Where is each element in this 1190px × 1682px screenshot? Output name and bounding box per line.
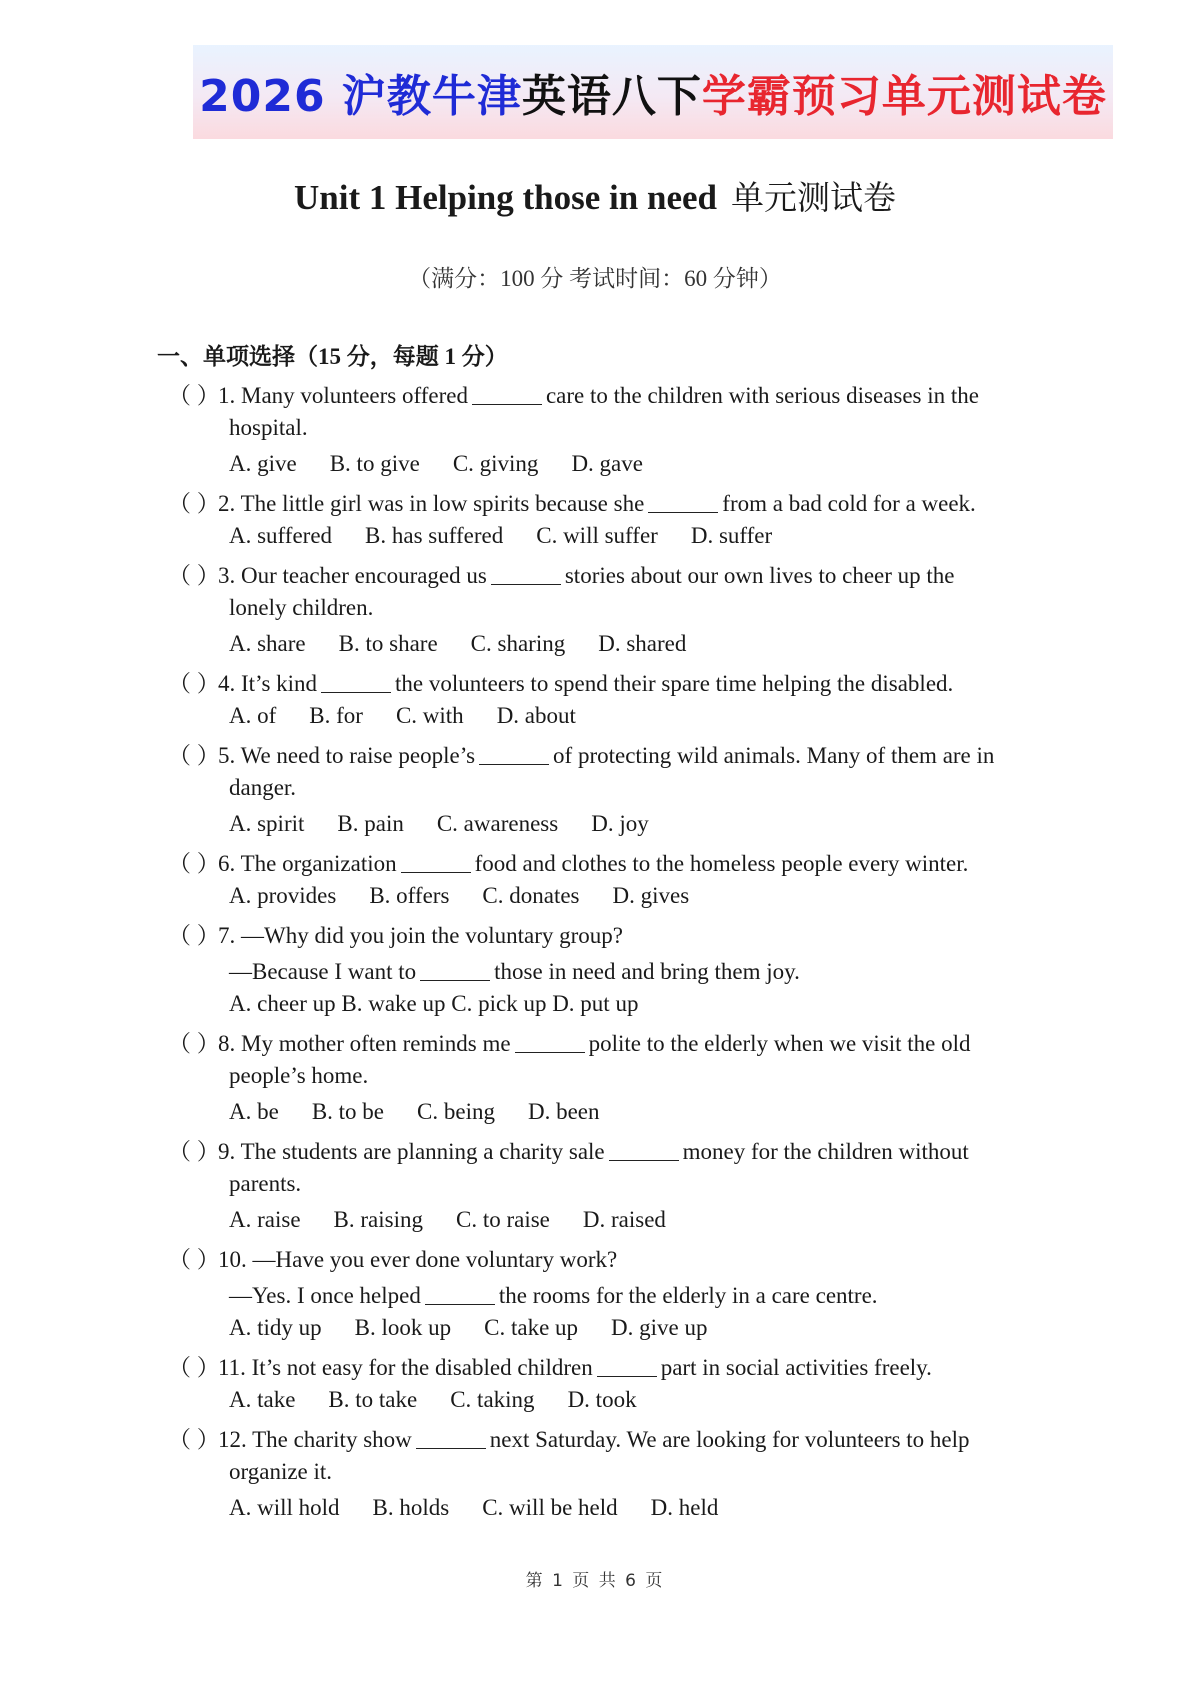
question-text: stories about our own lives to cheer up the xyxy=(564,563,955,588)
option: C. will be held xyxy=(482,1495,618,1520)
option: D. gave xyxy=(571,451,643,476)
options-7: A. cheer up B. wake up C. pick up D. put up xyxy=(229,991,639,1016)
answer-blank xyxy=(515,1029,585,1053)
question-text: 11. It’s not easy for the disabled children xyxy=(218,1355,593,1380)
answer-blank xyxy=(420,957,490,981)
question-text: of protecting wild animals. Many of them are in xyxy=(553,743,995,768)
question-continuation: people’s home. xyxy=(229,1063,369,1088)
option: D. shared xyxy=(598,631,687,656)
options-10 xyxy=(229,1315,741,1341)
option: A. give xyxy=(229,451,297,476)
banner-part-black: 英语八下 xyxy=(521,71,702,122)
answer-blank xyxy=(597,1353,657,1377)
question-3 xyxy=(168,557,1068,590)
question-text: from a bad cold for a week. xyxy=(722,491,976,516)
question-10 xyxy=(168,1241,1068,1274)
answer-blank xyxy=(425,1281,495,1305)
question-text: 5. We need to raise people’s xyxy=(218,743,476,768)
option: D. raised xyxy=(582,1207,666,1232)
options-2 xyxy=(229,523,805,549)
question-text: —Because I want to xyxy=(229,959,417,984)
answer-paren: （ ） xyxy=(168,1427,220,1452)
options-5 xyxy=(229,811,682,837)
option: D. suffer xyxy=(690,523,773,548)
page-title xyxy=(0,172,1190,219)
question-text: food and clothes to the homeless people every winter. xyxy=(474,851,969,876)
answer-blank xyxy=(491,561,561,585)
question-8 xyxy=(168,1025,1068,1058)
question-text: 2. The little girl was in low spirits because she xyxy=(218,491,645,516)
answer-blank xyxy=(609,1137,679,1161)
question-text: care to the children with serious diseases in the xyxy=(545,383,979,408)
option: C. being xyxy=(417,1099,495,1124)
option: B. for xyxy=(309,703,363,728)
option: A. will hold xyxy=(229,1495,340,1520)
question-text: 1. Many volunteers offered xyxy=(218,383,468,408)
question-text: part in social activities freely. xyxy=(660,1355,932,1380)
question-1 xyxy=(168,377,1068,410)
option: C. sharing xyxy=(470,631,566,656)
answer-blank xyxy=(648,489,718,513)
options-1 xyxy=(229,451,676,477)
option: B. look up xyxy=(354,1315,452,1340)
answer-paren: （ ） xyxy=(168,1031,220,1056)
answer-paren: （ ） xyxy=(168,851,220,876)
question-text: polite to the elderly when we visit the old xyxy=(588,1031,971,1056)
option: C. take up xyxy=(484,1315,579,1340)
answer-paren: （ ） xyxy=(168,671,220,696)
banner-part-blue: 2026 沪教牛津 xyxy=(199,71,522,122)
question-text: money for the children without xyxy=(682,1139,969,1164)
question-text: 9. The students are planning a charity sale xyxy=(218,1139,605,1164)
question-5 xyxy=(168,737,1068,770)
option: B. to be xyxy=(311,1099,385,1124)
answer-paren: （ ） xyxy=(168,1247,220,1272)
question-continuation: hospital. xyxy=(229,415,308,440)
answer-paren: （ ） xyxy=(168,491,220,516)
question-continuation: lonely children. xyxy=(229,595,374,620)
question-text: 8. My mother often reminds me xyxy=(218,1031,511,1056)
question-dialogue-line xyxy=(229,955,800,985)
option: C. with xyxy=(395,703,464,728)
question-4 xyxy=(168,665,1068,698)
option: C. giving xyxy=(452,451,539,476)
question-7 xyxy=(168,917,1068,950)
option: B. has suffered xyxy=(365,523,504,548)
answer-paren: （ ） xyxy=(168,563,220,588)
option: D. joy xyxy=(591,811,649,836)
option: C. awareness xyxy=(436,811,559,836)
question-text: 4. It’s kind xyxy=(218,671,318,696)
option: C. donates xyxy=(482,883,580,908)
question-9 xyxy=(168,1133,1068,1166)
option: A. spirit xyxy=(229,811,305,836)
options-11 xyxy=(229,1387,670,1413)
options-8 xyxy=(229,1099,633,1125)
options-9 xyxy=(229,1207,699,1233)
option: A. tidy up xyxy=(229,1315,322,1340)
question-text: 7. —Why did you join the voluntary group? xyxy=(218,923,623,948)
option: D. took xyxy=(567,1387,637,1412)
answer-paren: （ ） xyxy=(168,743,220,768)
option: A. suffered xyxy=(229,523,333,548)
question-text: 6. The organization xyxy=(218,851,397,876)
answer-paren: （ ） xyxy=(168,1355,220,1380)
option: D. give up xyxy=(611,1315,708,1340)
answer-blank xyxy=(472,381,542,405)
question-continuation: danger. xyxy=(229,775,297,800)
question-2 xyxy=(168,485,1068,518)
question-6 xyxy=(168,845,1068,878)
option: B. to give xyxy=(329,451,420,476)
option: A. take xyxy=(229,1387,296,1412)
option: A. of xyxy=(229,703,277,728)
question-text: —Yes. I once helped xyxy=(229,1283,421,1308)
option: A. provides xyxy=(229,883,337,908)
answer-paren: （ ） xyxy=(168,383,220,408)
answer-blank xyxy=(321,669,391,693)
option: C. will suffer xyxy=(536,523,658,548)
option: D. been xyxy=(527,1099,600,1124)
option: B. raising xyxy=(333,1207,423,1232)
options-4 xyxy=(229,703,609,729)
option: B. offers xyxy=(369,883,450,908)
section-heading: 一、单项选择（15 分，每题 1 分） xyxy=(157,344,508,369)
banner-part-red: 学霸预习单元测试卷 xyxy=(701,71,1107,122)
option: A. raise xyxy=(229,1207,301,1232)
header-banner xyxy=(193,45,1113,139)
options-12 xyxy=(229,1495,751,1521)
question-continuation: organize it. xyxy=(229,1459,333,1484)
option: D. gives xyxy=(612,883,690,908)
question-text: the volunteers to spend their spare time helping the disabled. xyxy=(395,671,954,696)
options-6 xyxy=(229,883,722,909)
answer-paren: （ ） xyxy=(168,1139,220,1164)
answer-blank xyxy=(479,741,549,765)
question-text: next Saturday. We are looking for volunteers to help xyxy=(489,1427,970,1452)
answer-blank xyxy=(416,1425,486,1449)
option: B. to share xyxy=(338,631,438,656)
page-footer: 第 1 页 共 6 页 xyxy=(525,1571,665,1591)
exam-info: （满分：100 分 考试时间：60 分钟） xyxy=(408,266,782,291)
question-continuation: parents. xyxy=(229,1171,302,1196)
option: B. holds xyxy=(372,1495,450,1520)
question-text: 12. The charity show xyxy=(218,1427,412,1452)
options-3 xyxy=(229,631,719,657)
question-text: the rooms for the elderly in a care centre. xyxy=(498,1283,878,1308)
question-11 xyxy=(168,1349,1068,1382)
option: C. to raise xyxy=(455,1207,550,1232)
question-text: those in need and bring them joy. xyxy=(494,959,800,984)
option: A. share xyxy=(229,631,306,656)
question-12 xyxy=(168,1421,1068,1454)
question-text: 3. Our teacher encouraged us xyxy=(218,563,487,588)
question-dialogue-line xyxy=(229,1279,878,1309)
title-english: Unit 1 Helping those in need xyxy=(294,178,717,217)
option: D. held xyxy=(650,1495,719,1520)
option: C. taking xyxy=(450,1387,535,1412)
option: D. about xyxy=(496,703,576,728)
option: B. to take xyxy=(328,1387,418,1412)
answer-paren: （ ） xyxy=(168,923,220,948)
question-text: 10. —Have you ever done voluntary work? xyxy=(218,1247,618,1272)
title-chinese: 单元测试卷 xyxy=(730,178,896,217)
option: A. be xyxy=(229,1099,279,1124)
option: B. pain xyxy=(337,811,404,836)
answer-blank xyxy=(401,849,471,873)
